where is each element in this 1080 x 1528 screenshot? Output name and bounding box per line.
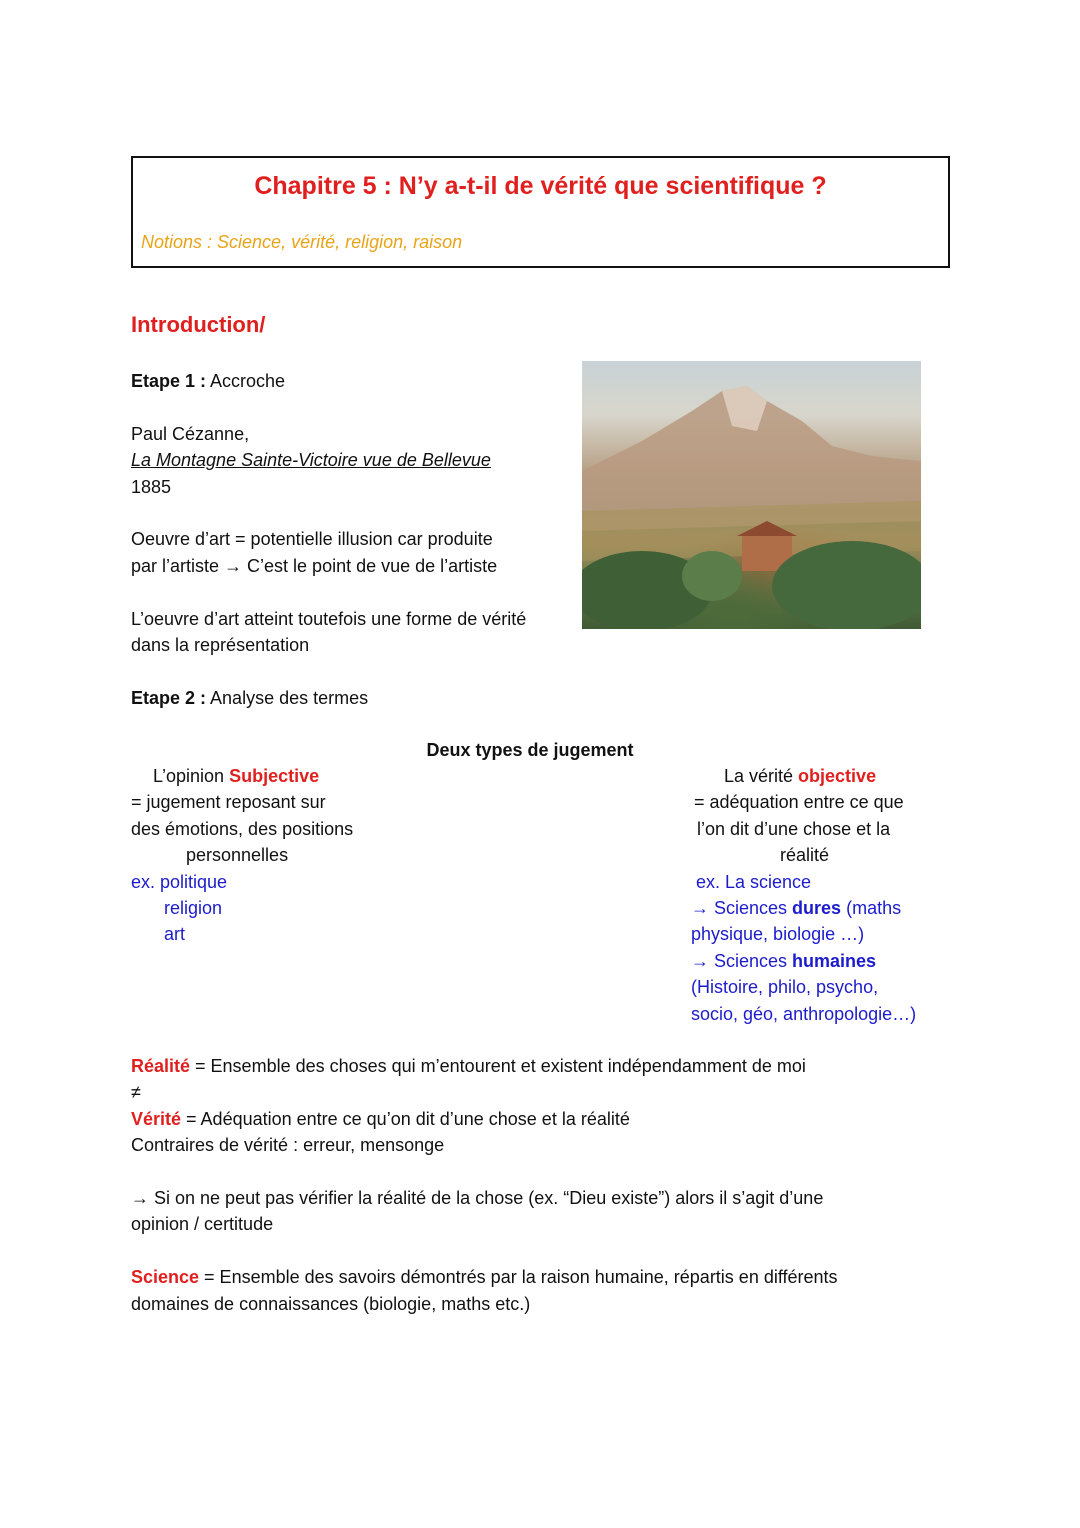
example-item: socio, géo, anthropologie…) [691, 1003, 917, 1024]
definition-line: = adéquation entre ce que [694, 792, 904, 813]
dures-prefix: → Sciences [691, 897, 793, 918]
etape-1 [131, 368, 526, 394]
dures-bold: dures [792, 897, 842, 918]
example-item: ex. La science [696, 871, 812, 892]
definition-line: personnelles [186, 845, 289, 866]
subjective-title [131, 763, 391, 789]
definition-line: des émotions, des positions [131, 818, 354, 839]
judgement-heading: Deux types de jugement [426, 740, 634, 760]
introduction-heading: Introduction/ [131, 312, 266, 337]
humaines-bold: humaines [792, 950, 877, 971]
objective-accent: objective [798, 766, 877, 786]
paragraph-line: Oeuvre d’art = potentielle illusion car produite [131, 529, 493, 550]
etape-2-label: Etape 2 : [131, 687, 207, 708]
example-item: physique, biologie …) [691, 924, 865, 945]
verite-term: Vérité [131, 1108, 182, 1129]
objective-prefix: La vérité [724, 766, 799, 786]
paragraph-line: dans la représentation [131, 634, 310, 655]
paragraph-line: L’oeuvre d’art atteint toutefois une forme de vérité [131, 608, 527, 629]
etape-2-text: Analyse des termes [206, 687, 369, 708]
example-item: ex. politique [131, 871, 228, 892]
objective-column [691, 763, 951, 1027]
etape-2 [131, 685, 526, 711]
example-item: (Histoire, philo, psycho, [691, 977, 879, 998]
humaines-prefix: → Sciences [691, 950, 793, 971]
objective-title [691, 763, 951, 789]
example-item: art [164, 924, 186, 945]
mountain-illustration [582, 361, 921, 629]
artwork-title: La Montagne Sainte-Victoire vue de Bellevue [131, 450, 491, 471]
paragraph-line: par l’artiste → C’est le point de vue de l’artiste [131, 555, 498, 576]
notions: Notions : Science, vérité, religion, raison [141, 232, 463, 252]
realite-def: = Ensemble des choses qui m’entourent et existent indépendamment de moi [190, 1056, 806, 1076]
realite-term: Réalité [131, 1056, 191, 1076]
etape-1-text: Accroche [206, 371, 286, 391]
science-def: = Ensemble des savoirs démontrés par la raison humaine, répartis en différents [199, 1267, 838, 1288]
note-line: → Si on ne peut pas vérifier la réalité de la chose (ex. “Dieu existe”) alors il s’agit d’une [131, 1187, 824, 1208]
definitions [131, 1053, 838, 1317]
artwork-year: 1885 [131, 476, 172, 497]
cezanne-painting-image [582, 361, 921, 629]
not-equal-sign: ≠ [131, 1082, 141, 1103]
science-def-line2: domaines de connaissances (biologie, maths etc.) [131, 1293, 531, 1314]
science-definition [131, 1264, 838, 1290]
subjective-prefix: L’opinion [153, 766, 230, 786]
chapter-title-box [131, 156, 950, 268]
science-term: Science [131, 1267, 200, 1288]
sciences-dures [691, 895, 951, 921]
verite-definition [131, 1106, 838, 1132]
definition-line: l’on dit d’une chose et la [697, 818, 891, 839]
etape-1-label: Etape 1 : [131, 371, 207, 391]
sciences-humaines [691, 948, 951, 974]
example-item: religion [164, 897, 223, 918]
intro-text [131, 368, 526, 711]
artist: Paul Cézanne, [131, 423, 250, 444]
subjective-column [131, 763, 391, 948]
subjective-accent: Subjective [229, 766, 320, 786]
definition-line: réalité [780, 845, 830, 866]
realite-definition [131, 1053, 838, 1079]
definition-line: = jugement reposant sur [131, 792, 326, 813]
contraires: Contraires de vérité : erreur, mensonge [131, 1135, 445, 1156]
verite-def: = Adéquation entre ce qu’on dit d’une chose et la réalité [181, 1108, 630, 1129]
dures-suffix: (maths [841, 897, 902, 918]
note-line: opinion / certitude [131, 1214, 274, 1235]
chapter-title: Chapitre 5 : N’y a-t-il de vérité que scientifique ? [254, 172, 827, 200]
